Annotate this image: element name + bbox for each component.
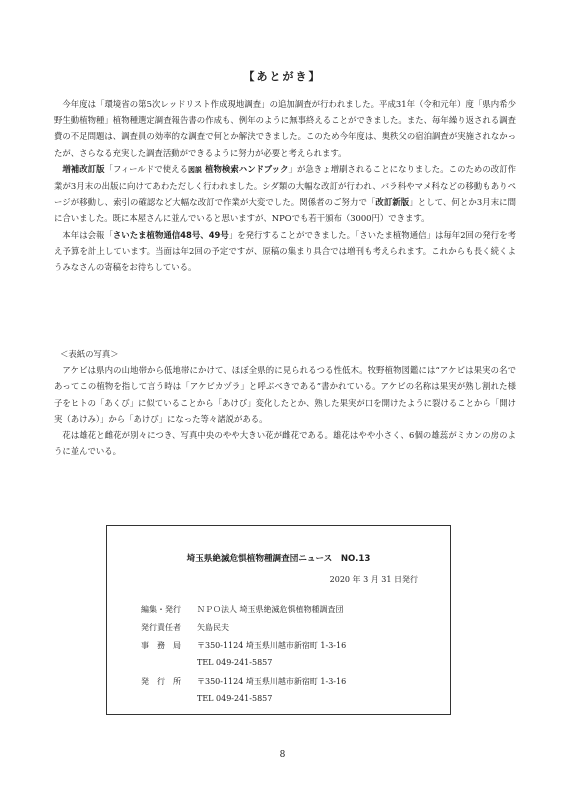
colophon-date: 2020 年 3 月 31 日発行 (329, 575, 418, 584)
colophon-responsible: 発行責任者 矢島民夫 (141, 623, 229, 632)
colophon-office-tel: TEL 049-241-5857 (197, 658, 273, 667)
newsletter-issues: さいたま植物通信48号、49号 (112, 229, 229, 240)
afterword-paragraph-3: 本年は会報「さいたま植物通信48号、49号」を発行することができました。「さいたま植物通信」は毎年2回の発行を考え予算を計上しています。当面は年2回の予定ですが、原稿の集まり具合では増刊も考えられます。これからも長く続くようみなさんの寄稿をお待ちしている。 (54, 229, 516, 273)
colophon-office: 事 務 局 〒350-1124 埼玉県川越市新宿町 1-3-16 (141, 641, 347, 650)
afterword-paragraph-1: 今年度は「環境省の第5次レッドリスト作成現地調査」の追加調査が行われました。平成31年（令和元年）度「県内希少野生動植物種」植物種選定調査報告書の作成も、例年のように無事終えることができました。また、毎年繰り返される調査費の不足問題は、調査員の効率的な調査で何とか解決できました。このため今年度は、奥秩父の宿泊調査が実施されなかったが、さらなる充実した調査活動ができるように努力が必要と考えられます。 (54, 99, 516, 158)
colophon-title: 埼玉県絶滅危惧植物種調査団ニュース NO.13 (186, 554, 371, 564)
cover-paragraph-1: アケビは県内の山地帯から低地帯にかけて、ほぼ全県的に見られるつる性低木。牧野植物図鑑には“アケビは果実の名であってこの植物を指して言う時は「アケビカヅラ」と呼ぶべきである”書かれている。アケビの名称は果実が熟し割れた様子をヒトの「あくび」に似ていることから「あけび」変化したとか、熟した果実が口を開けたように裂けることから「開け実（あけみ）」から「あけび」になった等々諸説がある。 (54, 365, 516, 424)
colophon-publisher-tel: TEL 049-241-5857 (197, 694, 273, 703)
cover-paragraph-2: 花は雄花と雌花が別々につき、写真中央のやや大きい花が雌花である。雄花はやや小さく、6個の雄蕊がミカンの房のように並んでいる。 (54, 430, 516, 457)
afterword-section (54, 96, 516, 275)
revised-edition-label: 増補改訂版 (62, 163, 105, 174)
new-edition-label: 改訂新版 (375, 197, 410, 208)
illustrated-badge: 図説 (187, 165, 203, 174)
cover-photo-heading: ＜表紙の写真＞ (60, 349, 119, 359)
afterword-title: 【あとがき】 (243, 70, 322, 83)
afterword-paragraph-2: 増補改訂版「フィールドで使える図説 植物検索ハンドブック」が急きょ増刷されることになりました。このための改訂作業が3月末の出版に向けてあわただしく行われました。シダ類の大幅な改訂が行われ、バラ科やマメ科などの移動もありページが移動し、索引の確認など大幅な改訂で作業が大変でした。関係者のご努力で「改訂新版」として、何とか3月末に間に合いました。既に本屋さんに並んでいると思いますが、NPOでも若干頒布（3000円）できます。 (54, 163, 517, 224)
colophon-editor: 編集・発行 ＮＰＯ法人 埼玉県絶滅危惧植物種調査団 (141, 605, 344, 614)
cover-photo-section (54, 346, 516, 459)
page-number: 8 (279, 750, 286, 760)
handbook-title: 植物検索ハンドブック (202, 163, 289, 174)
colophon-box (106, 525, 451, 715)
colophon-publisher: 発 行 所 〒350-1124 埼玉県川越市新宿町 1-3-16 (141, 677, 347, 686)
